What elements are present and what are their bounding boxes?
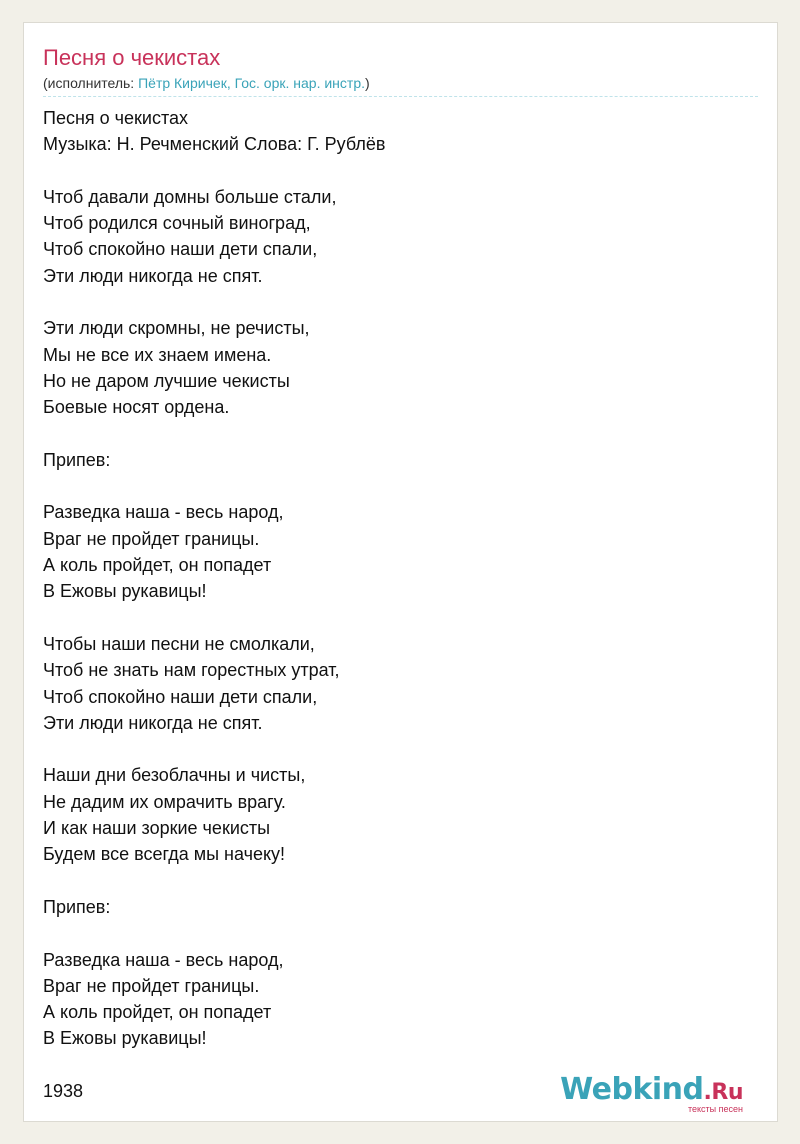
lyrics-blank-line — [43, 289, 743, 315]
lyrics-line: Будем все всегда мы начеку! — [43, 844, 286, 865]
lyrics-line: Эти люди никогда не спят. — [43, 265, 263, 286]
lyrics-line: Боевые носят ордена. — [43, 397, 230, 418]
lyrics-line: Враг не пройдет границы. — [43, 975, 260, 996]
lyrics-text — [43, 105, 743, 1104]
lyrics-line: Не дадим их омрачить врагу. — [43, 791, 286, 812]
lyrics-blank-line — [43, 920, 743, 946]
lyrics-line: Чтоб не знать нам горестных утрат, — [43, 660, 340, 681]
lyrics-line: Музыка: Н. Речменский Слова: Г. Рублёв — [43, 134, 386, 155]
lyrics-line: Но не даром лучшие чекисты — [43, 370, 290, 391]
lyrics-line: Припев: — [43, 449, 111, 470]
site-logo[interactable] — [560, 1072, 743, 1114]
song-title: Песня о чекистах — [43, 45, 221, 70]
lyrics-blank-line — [43, 736, 743, 762]
lyrics-line: Эти люди скромны, не речисты, — [43, 318, 310, 339]
lyrics-line: В Ежовы рукавицы! — [43, 1028, 207, 1049]
performer-suffix: ) — [365, 75, 370, 91]
performer-line — [43, 73, 370, 93]
lyrics-line: Чтоб родился сочный виноград, — [43, 213, 311, 234]
logo-name: Webkind — [560, 1072, 704, 1107]
lyrics-line: Разведка наша - весь народ, — [43, 502, 284, 523]
lyrics-blank-line — [43, 158, 743, 184]
logo-tld: .Ru — [703, 1080, 743, 1105]
lyrics-line: И как наши зоркие чекисты — [43, 818, 271, 839]
logo-tagline: тексты песен — [687, 1104, 743, 1114]
lyrics-blank-line — [43, 868, 743, 894]
lyrics-line: Эти люди никогда не спят. — [43, 712, 263, 733]
lyrics-blank-line — [43, 473, 743, 499]
lyrics-line: Наши дни безоблачны и чисты, — [43, 765, 306, 786]
lyrics-line: Мы не все их знаем имена. — [43, 344, 272, 365]
lyrics-blank-line — [43, 421, 743, 447]
lyrics-line: А коль пройдет, он попадет — [43, 1002, 272, 1023]
lyrics-line: Припев: — [43, 896, 111, 917]
lyrics-line: Чтоб спокойно наши дети спали, — [43, 686, 318, 707]
lyrics-line: Разведка наша - весь народ, — [43, 949, 284, 970]
lyrics-line: Враг не пройдет границы. — [43, 528, 260, 549]
lyrics-page — [23, 22, 778, 1122]
performer-prefix: (исполнитель: — [43, 75, 139, 91]
header-divider — [43, 96, 758, 97]
lyrics-blank-line — [43, 605, 743, 631]
lyrics-line: 1938 — [43, 1080, 84, 1101]
lyrics-line: Чтоб спокойно наши дети спали, — [43, 239, 318, 260]
lyrics-line: Песня о чекистах — [43, 108, 189, 128]
lyrics-line: Чтобы наши песни не смолкали, — [43, 633, 315, 654]
performer-link[interactable]: Пётр Киричек, Гос. орк. нар. инстр. — [138, 75, 366, 91]
lyrics-line: Чтоб давали домны больше стали, — [43, 186, 337, 207]
lyrics-line: В Ежовы рукавицы! — [43, 581, 207, 602]
lyrics-line: А коль пройдет, он попадет — [43, 555, 272, 576]
